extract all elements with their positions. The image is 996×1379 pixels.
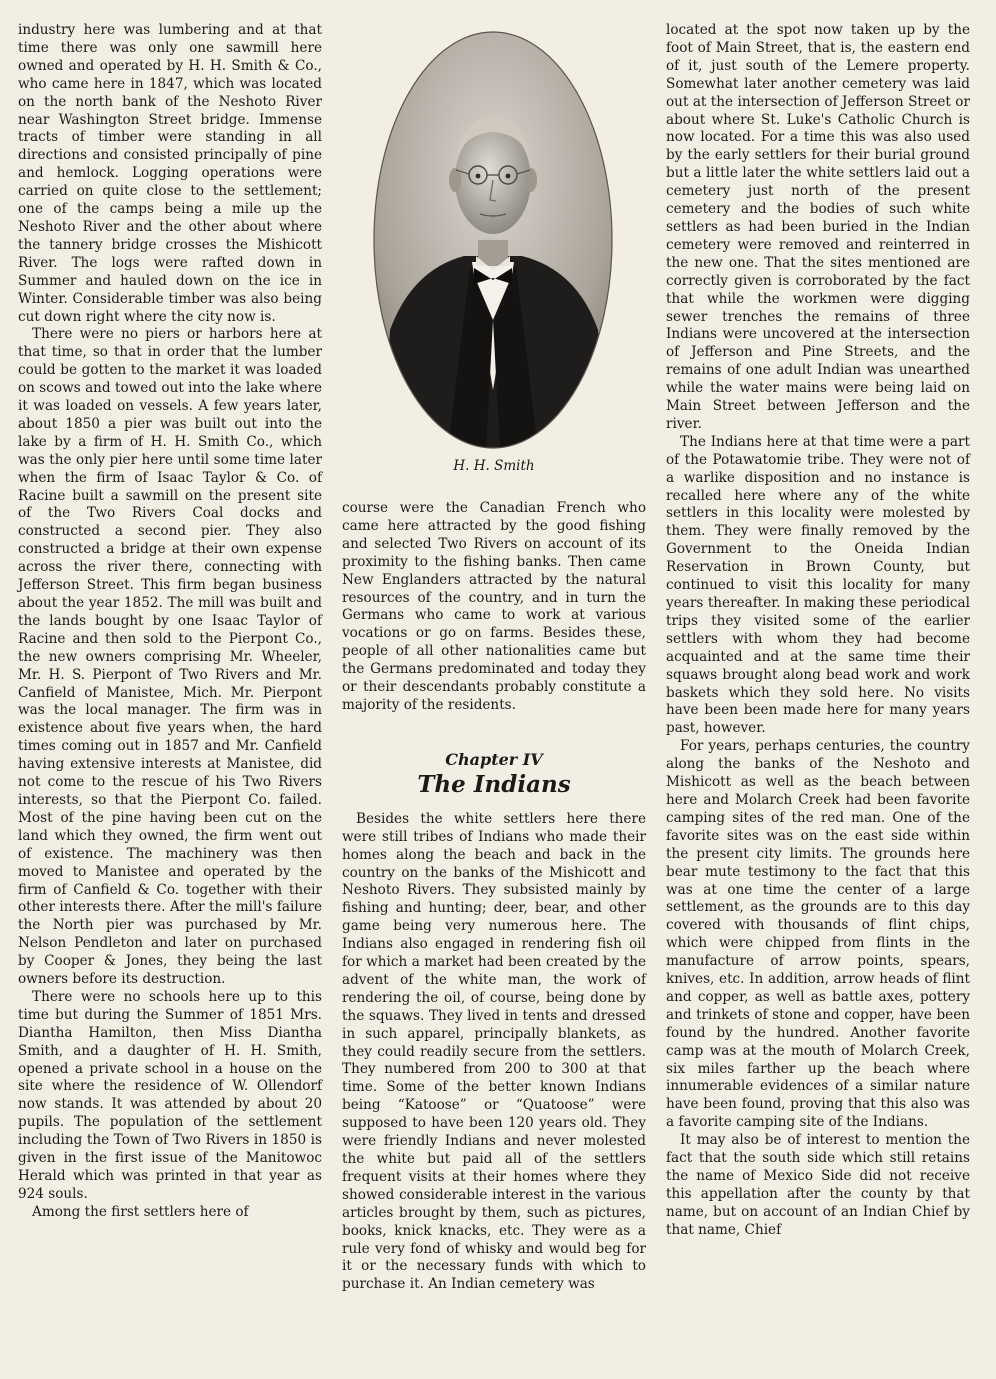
paragraph: For years, perhaps centuries, the country along the banks of the Neshoto and Mishicott as well as the beach between here and Molarch Creek had been favorite camping sites of the red man. One of the favorite sites was on the east side within the present city limits. The grounds here bear mute testimony to the fact that this was at one time the center of a large settlement, as the grounds are to this day covered with thousands of flint chips, which were chipped from flints in the manufacture of arrow points, spears, knives, etc. In addition, arrow heads of flint and copper, as well as battle axes, pottery and trinkets of stone and copper, have been found by the hundred. Another favorite camp was at the mouth of Molarch Creek, six miles farther up the beach where innumerable evidences of a similar nature have been found, proving that this also was a favorite camping site of the Indians. [666, 738, 970, 1131]
portrait-photo [372, 30, 614, 450]
chapter-label: Chapter IV [445, 749, 543, 769]
paragraph: course were the Canadian French who came here attracted by the good fishing and selected Two Rivers on account of its proximity to the fishing banks. Then came New Englanders attracted by the natural resources of the country, and in turn the Germans who came to work at various vocations or go on farms. Besides these, people of all other nationalities came but the Germans predominated and today they or their descendants probably constitute a majority of the residents. [342, 500, 646, 713]
paragraph: industry here was lumbering and at that time there was only one sawmill here owned and operated by H. H. Smith & Co., who came here in 1847, which was located on the north bank of the Neshoto River near Washington Street bridge. Immense tracts of timber were standing in all directions and consisted principally of pine and hemlock. Logging operations were carried on quite close to the settlement; one of the camps being a mile up the Neshoto River and the other about where the tannery bridge crosses the Mishicott River. The logs were rafted down in Summer and hauled down on the ice in Winter. Considerable timber was also being cut down right where the city now is. [18, 22, 322, 325]
right-column [666, 22, 970, 1240]
paragraph: Besides the white settlers here there were still tribes of Indians who made their homes along the beach and back in the country on the banks of the Mishicott and Neshoto Rivers. They subsisted mainly by fishing and hunting; deer, bear, and other game being very numerous here. The Indians also engaged in rendering fish oil for which a market had been created by the advent of the white man, the work of rendering the oil, of course, being done by the squaws. They lived in tents and dressed in such apparel, principally blankets, as they could readily secure from the settlers. They numbered from 200 to 300 at that time. Some of the better known Indians being “Katoose” or “Quatoose” were supposed to have been 120 years old. They were friendly Indians and never molested the white but paid all of the settlers frequent visits at their homes where they showed considerable interest in the various articles brought by them, such as pictures, books, knick knacks, etc. They were as a rule very fond of whisky and would beg for it or the necessary funds with which to purchase it. An Indian cemetery was [342, 810, 646, 1293]
chapter-title: The Indians [417, 770, 571, 798]
paragraph: It may also be of interest to mention the fact that the south side which still retains the name of Mexico Side did not receive this appellation after the county by that name, but on account of an Indian Chief by that name, Chief [666, 1132, 970, 1238]
paragraph: Among the first settlers here of [32, 1203, 249, 1220]
paragraph: located at the spot now taken up by the foot of Main Street, that is, the eastern end of it, just south of the Lemere property. Somewhat later another cemetery was laid out at the intersection of Jefferson Street or about where St. Luke's Catholic Church is now located. For a time this was also used by the early settlers for their burial ground but a little later the white settlers laid out a cemetery just north of the present cemetery and the bodies of such white settlers as had been buried in the Indian cemetery were removed and reinterred in the new one. That the sites mentioned are correctly given is corroborated by the fact that while the workmen were digging sewer trenches the remains of three Indians were uncovered at the intersection of Jefferson and Pine Streets, and the remains of one adult Indian was unearthed while the water mains were being laid on Main Street between Jefferson and the river. [666, 22, 970, 432]
paragraph: The Indians here at that time were a part of the Potawatomie tribe. They were not of a warlike disposition and no instance is recalled here where any of the white settlers in this locality were molested by them. They were finally removed by the Government to the Oneida Indian Reservation in Brown County, but continued to visit this locality for many years thereafter. In making these periodical trips they visited some of the earlier settlers with whom they had become acquainted and at the same time their squaws brought along bead work and work baskets which they sold here. No visits have been been made here for many years past, however. [666, 433, 970, 737]
portrait-caption: H. H. Smith [453, 458, 535, 474]
middle-column [342, 500, 646, 1294]
paragraph: There were no schools here up to this time but during the Summer of 1851 Mrs. Diantha Hamilton, then Miss Diantha Smith, and a daughter of H. H. Smith, opened a private school in a house on the site where the residence of W. Ollendorf now stands. It was attended by about 20 pupils. The population of the settlement including the Town of Two Rivers in 1850 is given in the first issue of the Manitowoc Herald which was printed in that year as 924 souls. [18, 988, 322, 1202]
left-column [18, 22, 322, 1222]
paragraph: There were no piers or harbors here at that time, so that in order that the lumber could be gotten to the market it was loaded on scows and towed out into the lake where it was loaded on vessels. A few years later, about 1850 a pier was built out into the lake by a firm of H. H. Smith Co., which was the only pier here until some time later when the firm of Isaac Taylor & Co. of Racine built a sawmill on the present site of the Two Rivers Coal docks and constructed a second pier. They also constructed a bridge at their own expense across the river there, connecting with Jefferson Street. This firm began business about the year 1852. The mill was built and the lands bought by one Isaac Taylor of Racine and then sold to the Pierpont Co., the new owners comprising Mr. Wheeler, Mr. H. S. Pierpont of Two Rivers and Mr. Canfield of Manistee, Mich. Mr. Pierpont was the local manager. The firm was in existence about five years when, the hard times coming out in 1857 and Mr. Canfield having extensive interests at Manistee, did not come to the rescue of his Two Rivers interests, so that the Pierpont Co. failed. Most of the pine having been cut on the land which they owned, the firm went out of existence. The machinery was then moved to Manistee and operated by the firm of Canfield & Co. together with their other interests there. After the mill's failure the North pier was purchased by Mr. Nelson Pendleton and later on purchased by Cooper & Jones, they being the last owners before its destruction. [18, 326, 322, 988]
